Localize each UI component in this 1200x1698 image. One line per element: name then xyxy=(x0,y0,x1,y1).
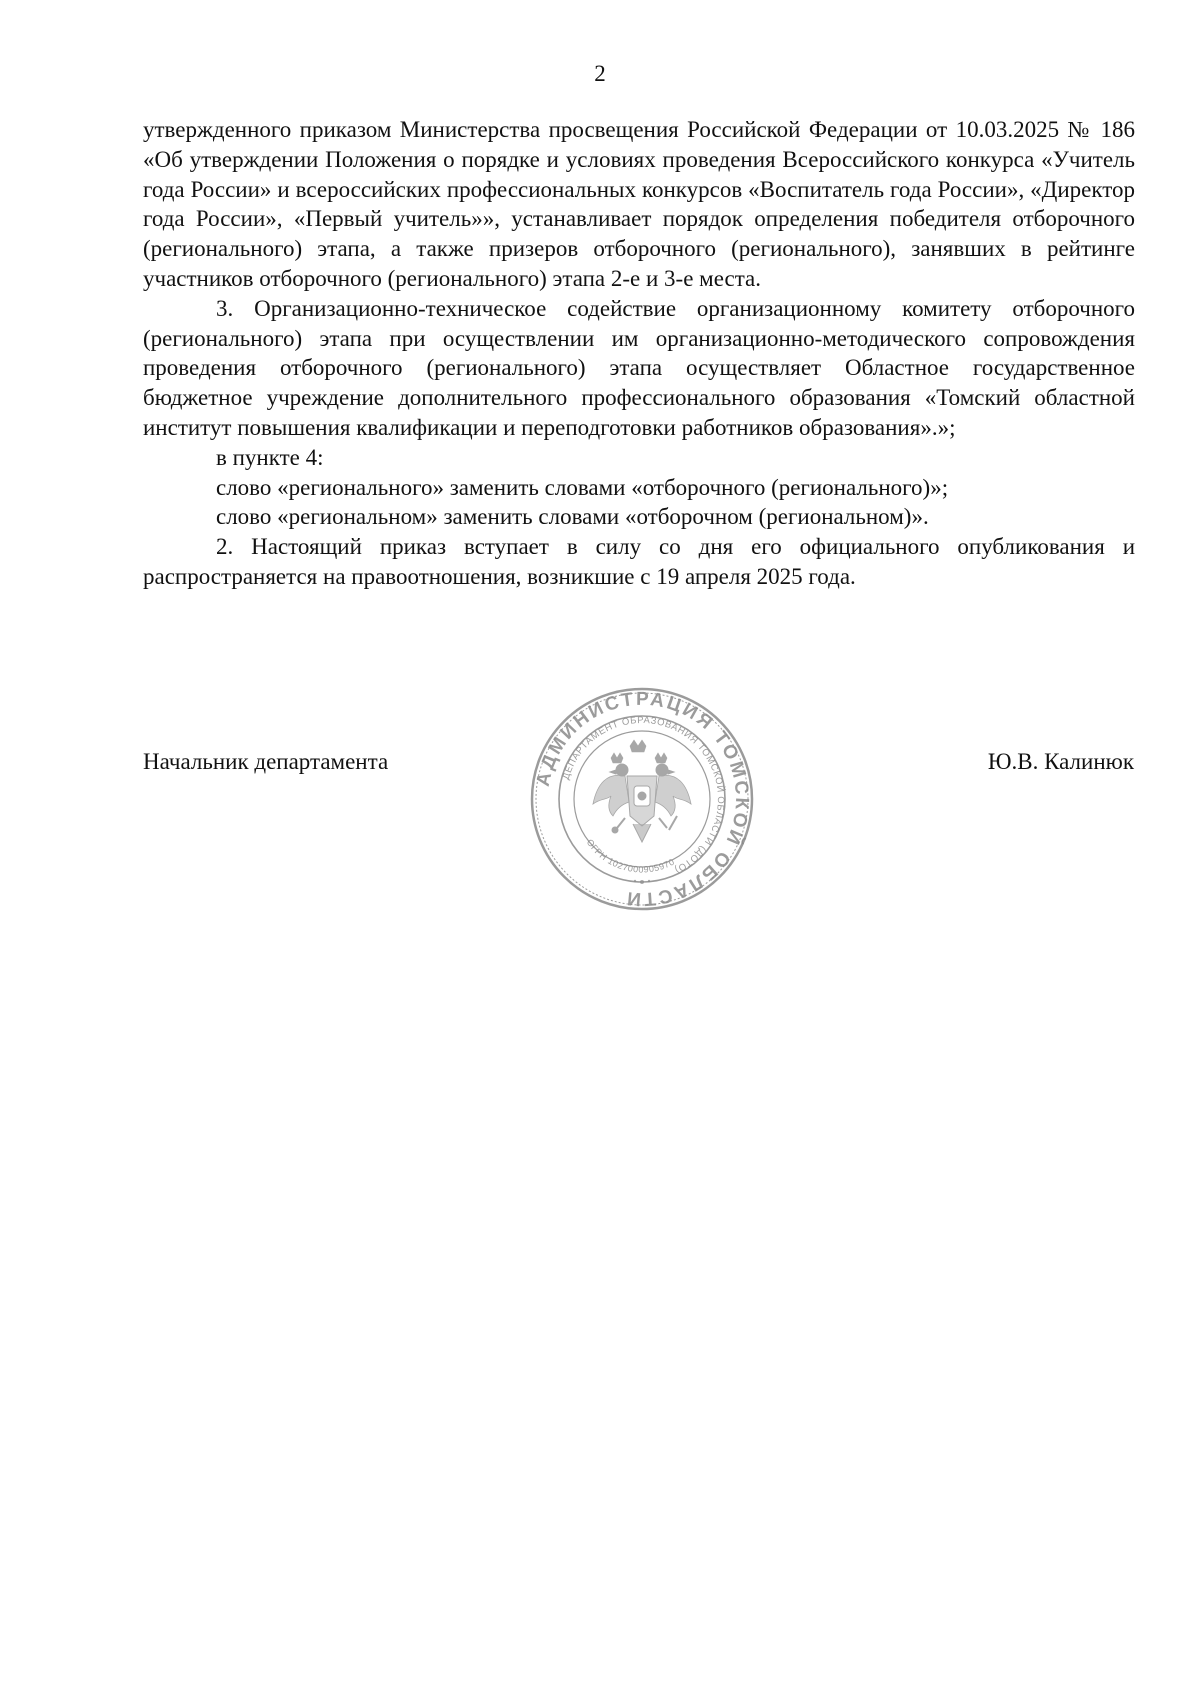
paragraph-replacement-2: слово «региональном» заменить словами «отборочном (региональном)». xyxy=(216,504,929,530)
page-number: 2 xyxy=(594,61,606,86)
paragraph-replacement-1: слово «регионального» заменить словами «отборочного (регионального)»; xyxy=(216,474,949,500)
official-seal-icon xyxy=(527,684,757,914)
seal-outer-text: АДМИНИСТРАЦИЯ ТОМСКОЙ ОБЛАСТИ xyxy=(532,688,753,910)
paragraph-item-3: 3. Организационно-техническое содействие организационному комитету отборочного (регионального) этапа при осуществлении им организационно-методического сопровождения проведения отборочного (регионального) этапа осуществляет Областное государственное бюджетное учреждение дополнительного профессионального образования «Томский областной институт повышения квалификации и переподготовки работников образования».»; xyxy=(143,295,1135,440)
paragraph-continuation: утвержденного приказом Министерства просвещения Российской Федерации от 10.03.2025 № 186 «Об утверждении Положения о порядке и условиях проведения Всероссийского конкурса «Учитель года России» и всероссийских профессиональных конкурсов «Воспитатель года России», «Директор года России», «Первый учитель»», устанавливает порядок определения победителя отборочного (регионального) этапа, а также призеров отборочного (регионального), занявших в рейтинге участников отборочного (регионального) этапа 2-е и 3-е места. xyxy=(143,117,1135,291)
seal-inner-text: ДЕПАРТАМЕНТ ОБРАЗОВАНИЯ ТОМСКОЙ ОБЛАСТИ (ДОТО) xyxy=(560,714,727,876)
signatory-name: Ю.В. Калинюк xyxy=(987,749,1134,774)
paragraph-point-4-intro: в пункте 4: xyxy=(216,444,324,470)
paragraph-item-2-effective-date: 2. Настоящий приказ вступает в силу со дня его официального опубликования и распространяется на правоотношения, возникшие с 19 апреля 2025 года. xyxy=(143,534,1135,589)
double-headed-eagle-icon xyxy=(593,740,691,842)
signatory-position: Начальник департамента xyxy=(143,749,389,774)
document-body xyxy=(143,115,1135,592)
seal-registration-text: ОГРН 1027000905970 xyxy=(584,837,677,875)
